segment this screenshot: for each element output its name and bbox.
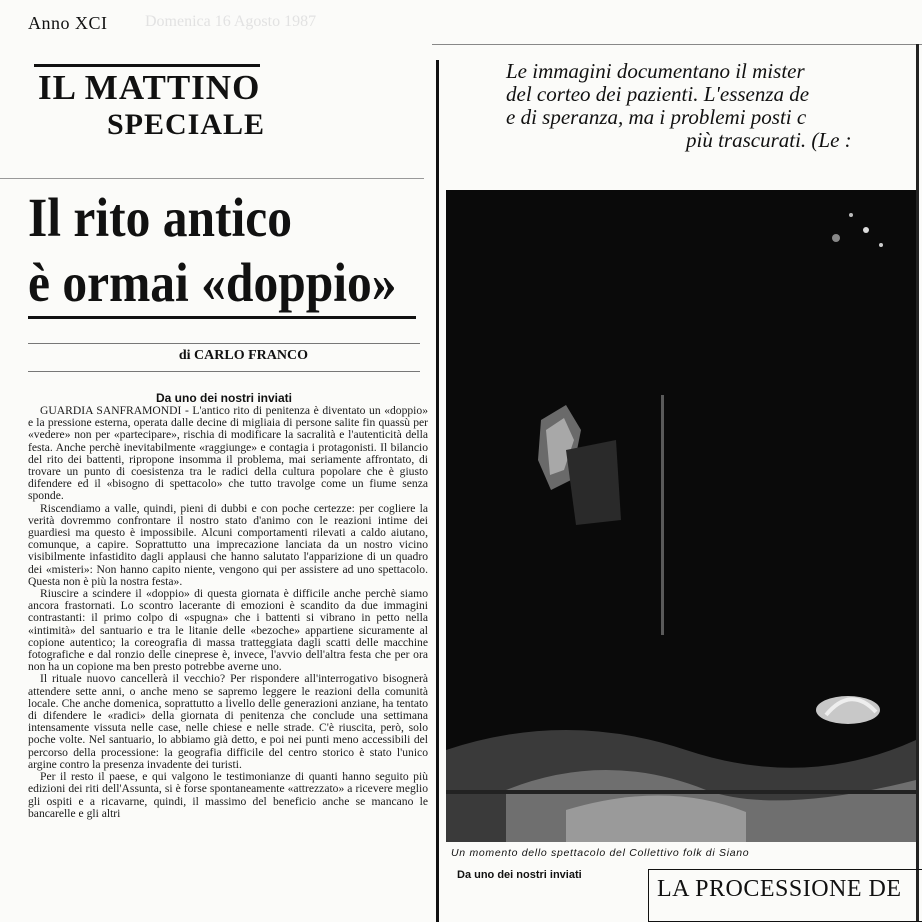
- second-article-title: LA PROCESSIONE DE: [657, 876, 902, 902]
- deck-line-2: del corteo dei pazienti. L'essenza de: [506, 82, 810, 106]
- photo-deck: [506, 60, 922, 152]
- article-subhead: Da uno dei nostri inviati: [155, 391, 292, 405]
- photo-scene: [446, 190, 916, 842]
- headline-line-2: è ormai «doppio»: [28, 252, 397, 313]
- article-paragraph: GUARDIA SANFRAMONDI - L'antico rito di penitenza è diventato un «doppio» e la pressione esterna, operata dalle decine di migliaia di persone salite fin quassù per «vedere» non per «partecipare», rischia di modificare la sacralità e l'autenticità della festa. Anche perchè inevitabilmente «raggiunge» e contagia i protagonisti. Il bilancio del rito dei battenti, ripropone insomma il problema, mai seriamente affrontato, di trovare un punto di coesistenza tra le radici della cultura popolare che è giusto difendere ed il «bisogno di spettacolo» che tutto travolge come un fiume senza sponde.: [28, 404, 428, 503]
- faint-date-text: Domenica 16 Agosto 1987: [145, 13, 317, 30]
- article-paragraph: Il rituale nuovo cancellerà il vecchio? Per rispondere all'interrogativo bisognerà attendere sette anni, o anche meno se sapremo leggere le reazioni della comunità locale. Che anche domenica, soprattutto a livello delle generazioni anziane, ha tentato di difendere le «radici» della giornata di penitenza che conclude una settimana intensamente vissuta nelle case, nelle chiese e nelle strade. C'è riuscita, però, solo poche volte. Nel santuario, lo abbiamo già detto, e poi nei punti meno accessibili del percorso della processione: la geografia difficile del centro storico è stato l'unico argine contro la presenza invadente dei turisti.: [28, 672, 428, 771]
- masthead-title: IL MATTINO: [38, 68, 261, 107]
- deck-line-3: e di speranza, ma i problemi posti c: [506, 105, 807, 129]
- article-paragraph: Riscendiamo a valle, quindi, pieni di dubbi e con poche certezze: per cogliere la verità dovremmo confrontare il nostro stato d'animo con le reazioni intime dei guardiesi ma questo è impossibile. Alcuni comportamenti rilevati a caldo aiutano, comunque, a capire. Soprattutto una imprecazione lanciata da un nostro vicino visibilmente infastidito dagli applausi che hanno salutato l'apparizione di un quadro dei «misteri»: Non hanno capito niente, vengono qui per assistere ad uno spettacolo. Questa non è più la nostra festa».: [28, 501, 428, 588]
- top-rule: [432, 44, 922, 45]
- headline-line-1: Il rito antico: [28, 187, 292, 248]
- article-paragraph: Riuscire a scindere il «doppio» di questa giornata è difficile anche perchè siamo ancora frastornati. Lo scontro lacerante di emozioni è scandito da due immagini contrastanti: il primo colpo di «spugna» che i battenti si vibrano in petto nella «intimità» del santuario e tra le litanie delle «bezoche» appartiene sicuramente al copione autentico; la coreografia di massa tratteggiata dagli scatti delle macchine fotografiche e dal ronzio delle cineprese è, invece, l'avvio dell'altra festa che per ora non ha un copione ma ben presto potrebbe averne uno.: [28, 587, 428, 674]
- headline-top-rule: [0, 178, 424, 179]
- news-photo: [446, 190, 916, 842]
- deck-line-4: più trascurati. (Le :: [686, 128, 852, 152]
- byline-bottom-rule: [28, 371, 420, 372]
- byline-top-rule: [28, 343, 420, 344]
- column-divider: [436, 60, 439, 922]
- deck-line-1: Le immagini documentano il mister: [506, 59, 805, 83]
- article-body: [28, 405, 428, 820]
- photo-caption: Un momento dello spettacolo del Collettivo folk di Siano: [451, 847, 750, 859]
- masthead-subtitle: SPECIALE: [107, 108, 266, 141]
- second-article-subhead: Da uno dei nostri inviati: [457, 869, 582, 881]
- edition-label: Anno XCI: [28, 13, 108, 33]
- byline: di CARLO FRANCO: [178, 348, 308, 363]
- headline-underline: [28, 316, 416, 319]
- right-column-edge: [916, 44, 919, 922]
- article-paragraph: Per il resto il paese, e qui valgono le testimonianze di quanti hanno seguito più edizioni dei riti dell'Assunta, si è forse spontaneamente «attrezzato» a ricevere meglio gli ospiti e a ricavarne, quindi, il massimo del beneficio anche se mancano le bancarelle e gli altri: [28, 770, 428, 820]
